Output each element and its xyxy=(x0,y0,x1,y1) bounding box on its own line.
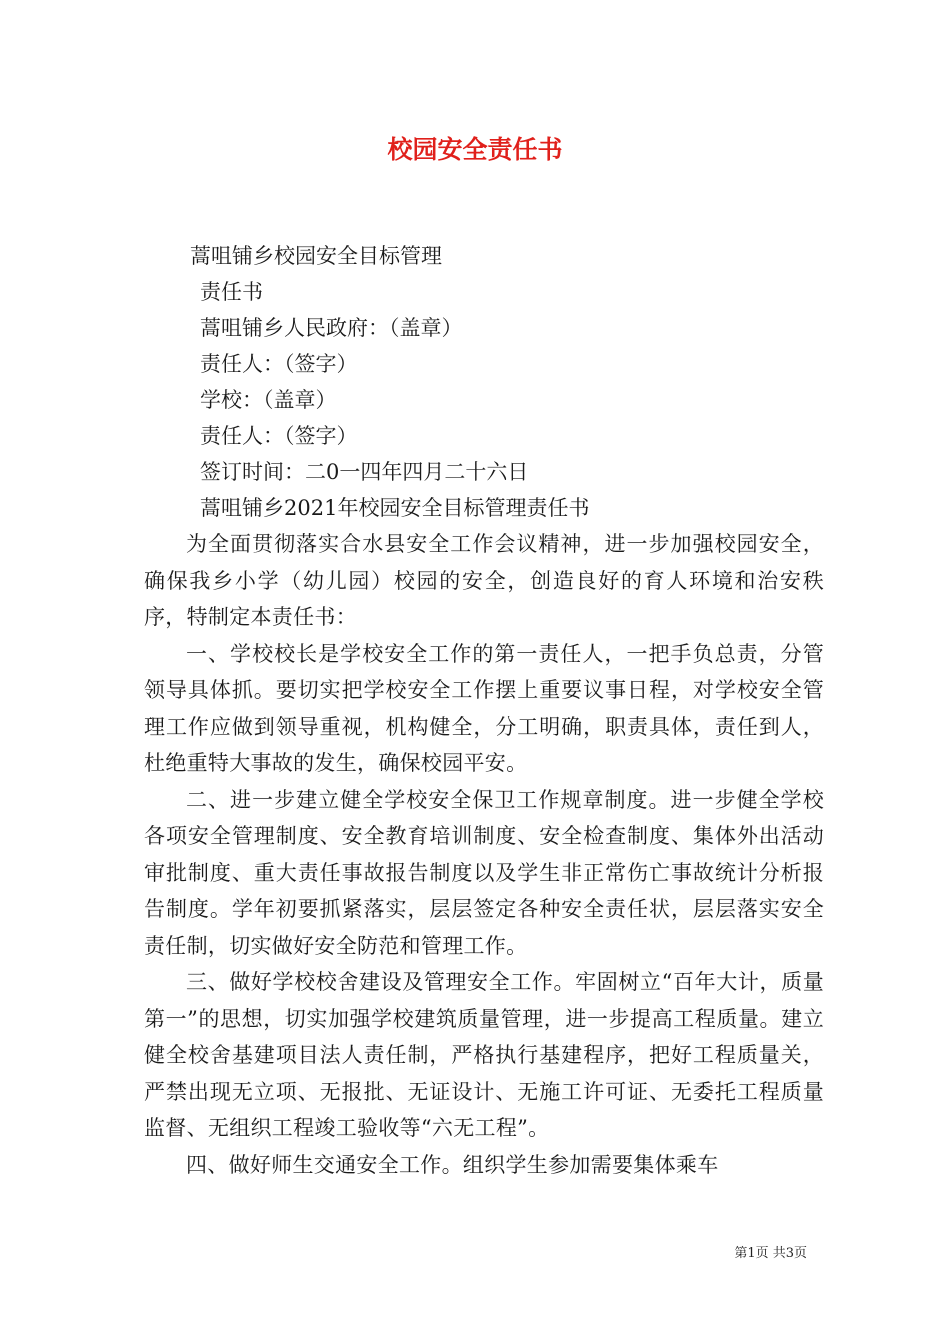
paragraph-1: 一、学校校长是学校安全工作的第一责任人，一把手负总责，分管领导具体抓。要切实把学校安全工作摆上重要议事日程，对学校安全管理工作应做到领导重视，机构健全，分工明确，职责具体，责任到人，杜绝重特大事故的发生，确保校园平安。 xyxy=(144,641,824,775)
header-line-org: 蒿咀铺乡校园安全目标管理 xyxy=(190,244,442,268)
header-line-doc-type: 责任书 xyxy=(200,280,263,304)
header-line-subtitle: 蒿咀铺乡2021年校园安全目标管理责任书 xyxy=(200,496,590,520)
paragraph-intro: 为全面贯彻落实合水县安全工作会议精神，进一步加强校园安全，确保我乡小学（幼儿园）校园的安全，创造良好的育人环境和治安秩序，特制定本责任书： xyxy=(144,532,824,629)
document-title: 校园安全责任书 xyxy=(387,135,563,164)
paragraph-3: 三、做好学校校舍建设及管理安全工作。牢固树立“百年大计，质量第一”的思想，切实加强学校建筑质量管理，进一步提高工程质量。建立健全校舍基建项目法人责任制，严格执行基建程序，把好工程质量关，严禁出现无立项、无报批、无证设计、无施工许可证、无委托工程质量监督、无组织工程竣工验收等“六无工程”。 xyxy=(144,970,824,1140)
header-line-school-seal: 学校：（盖章） xyxy=(200,388,337,412)
header-line-responsible-signature-2: 责任人：（签字） xyxy=(200,424,358,448)
header-line-sign-date: 签订时间：二0一四年四月二十六日 xyxy=(200,460,529,484)
paragraph-4: 四、做好师生交通安全工作。组织学生参加需要集体乘车 xyxy=(186,1152,719,1177)
document-body xyxy=(144,526,824,1183)
paragraph-2: 二、进一步建立健全学校安全保卫工作规章制度。进一步健全学校各项安全管理制度、安全教育培训制度、安全检查制度、集体外出活动审批制度、重大责任事故报告制度以及学生非正常伤亡事故统计分析报告制度。学年初要抓紧落实，层层签定各种安全责任状，层层落实安全责任制，切实做好安全防范和管理工作。 xyxy=(144,787,824,958)
header-line-responsible-signature-1: 责任人：（签字） xyxy=(200,352,358,376)
header-line-government-seal: 蒿咀铺乡人民政府：（盖章） xyxy=(200,316,463,340)
page-number: 第1页 共3页 xyxy=(734,1246,807,1261)
